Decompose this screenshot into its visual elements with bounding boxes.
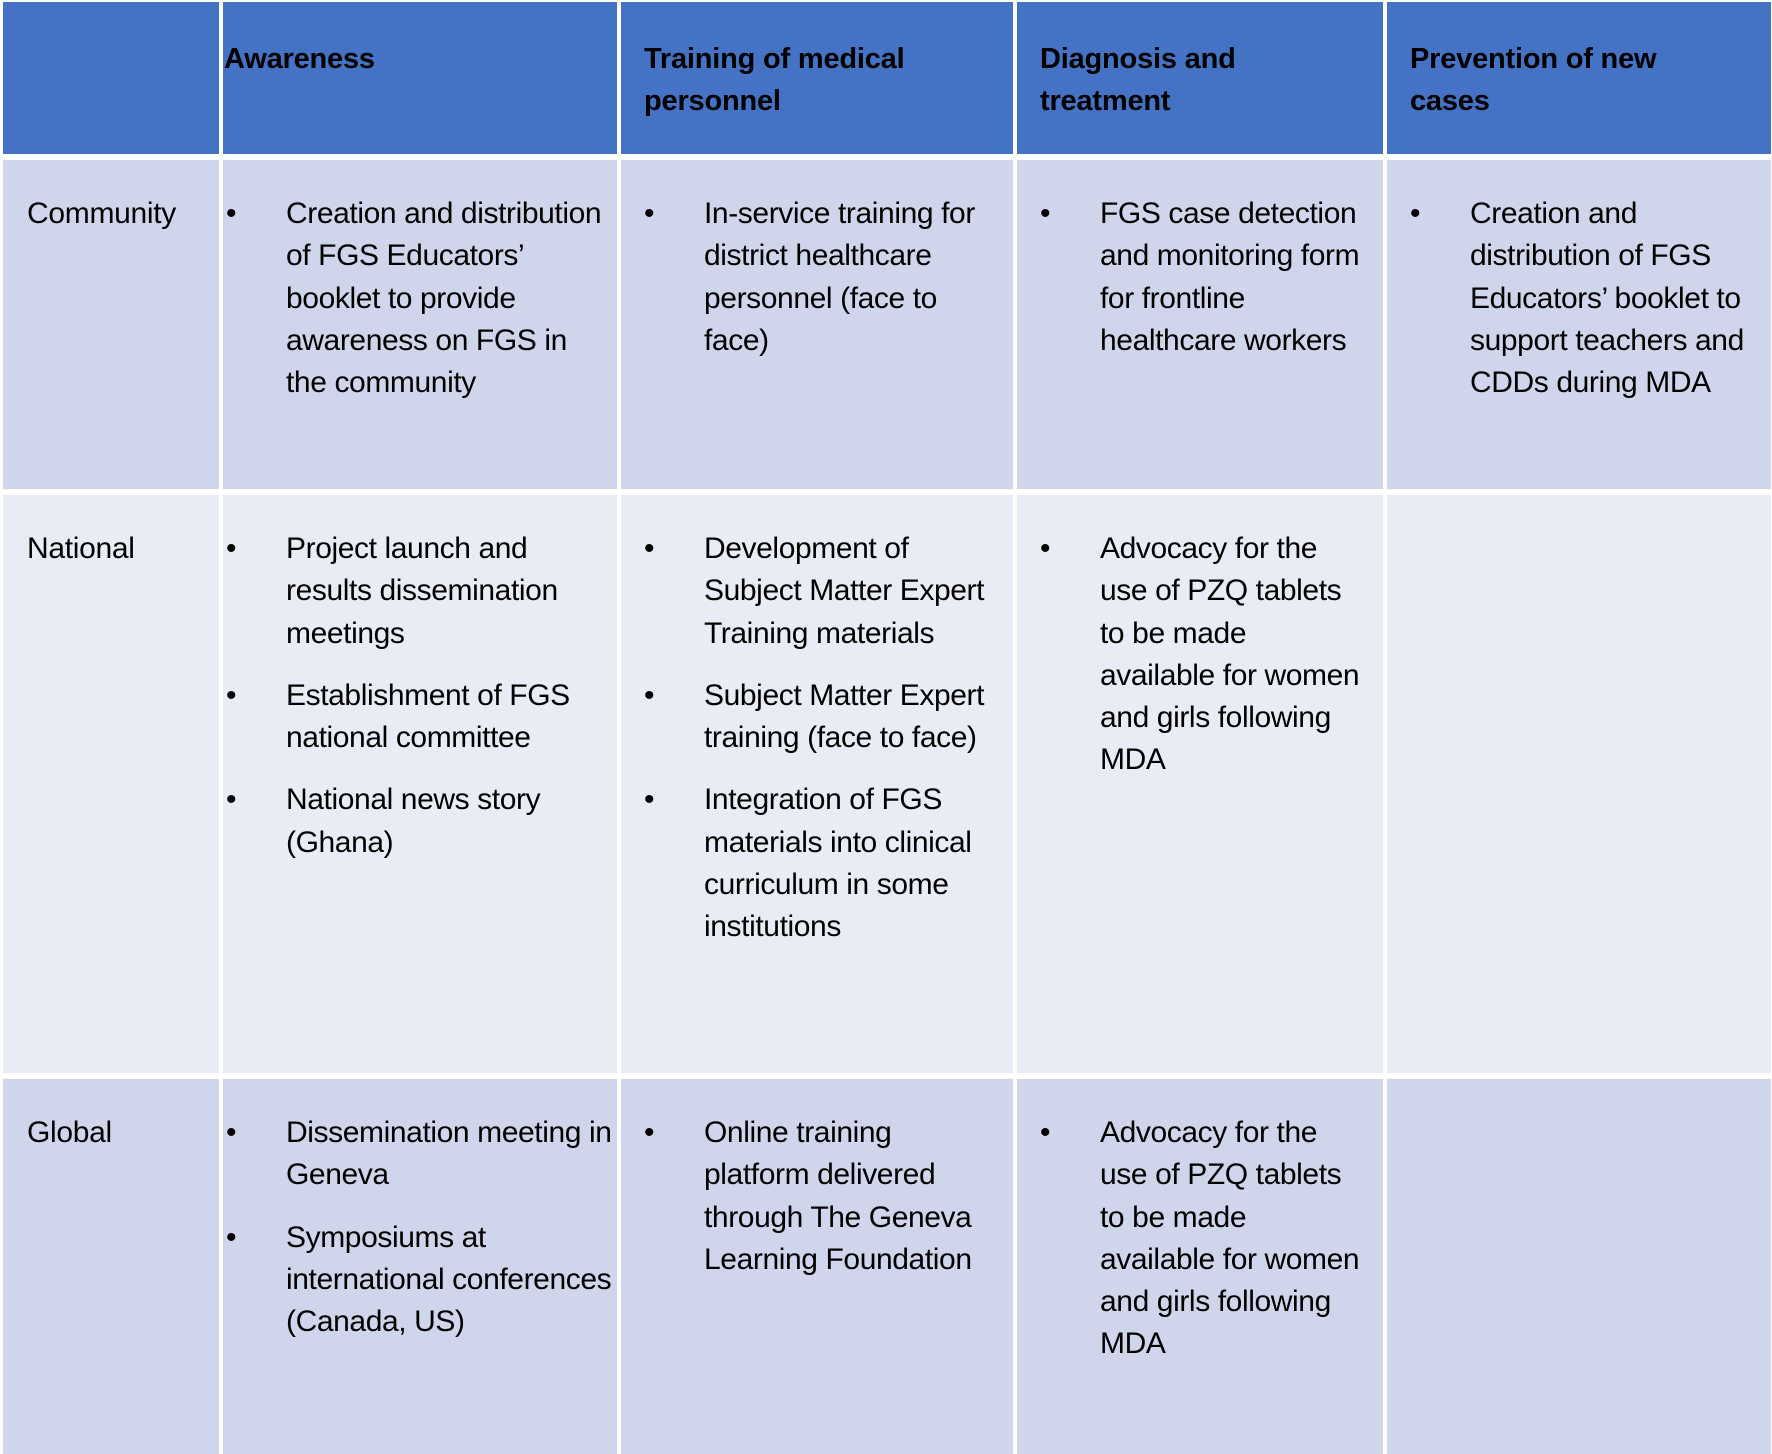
bullet-text: Creation and distribution of FGS Educators’ booklet to support teachers and CDDs during MDA — [1470, 197, 1744, 400]
bullet-text: Dissemination meeting in Geneva — [286, 1116, 612, 1192]
header-label: Training of medical personnel — [644, 43, 905, 117]
bullet-text: Integration of FGS materials into clinical curriculum in some institutions — [704, 783, 972, 944]
bullet-icon: • — [644, 532, 655, 565]
bullet-icon: • — [1040, 197, 1051, 230]
bullet-icon: • — [226, 197, 237, 230]
bullet-icon: • — [644, 1116, 655, 1149]
header-corner-cell — [3, 2, 219, 154]
bullet-item — [641, 779, 997, 948]
bullet-icon: • — [226, 1116, 237, 1149]
bullet-item — [1037, 193, 1363, 362]
bullet-icon: • — [226, 532, 237, 565]
bullet-list — [223, 160, 611, 404]
bullet-icon: • — [226, 783, 237, 817]
bullet-item — [223, 779, 597, 864]
cell-national-training — [621, 495, 1013, 1073]
cell-community-awareness — [223, 160, 617, 489]
bullet-icon: • — [644, 678, 655, 712]
row-label: Global — [27, 1116, 112, 1149]
cell-national-prevention-empty — [1387, 495, 1771, 1073]
bullet-icon: • — [1040, 1116, 1051, 1149]
row-label-community — [3, 160, 219, 489]
row-label-global — [3, 1079, 219, 1454]
bullet-icon: • — [644, 783, 655, 817]
cell-global-prevention-empty — [1387, 1079, 1771, 1454]
bullet-item — [1037, 1112, 1363, 1366]
row-label: National — [27, 532, 135, 565]
bullet-list — [223, 495, 597, 864]
bullet-list — [1037, 160, 1363, 362]
cell-community-prevention — [1387, 160, 1771, 489]
bullet-text: Creation and distribution of FGS Educators’ booklet to provide awareness on FGS in the community — [286, 197, 602, 400]
bullet-text: Subject Matter Expert training (face to face) — [704, 678, 985, 755]
bullet-text: Establishment of FGS national committee — [286, 678, 570, 755]
bullet-text: Symposiums at international conferences (Canada, US) — [286, 1220, 612, 1339]
bullet-icon: • — [226, 1220, 237, 1254]
bullet-list — [641, 160, 997, 362]
header-prevention — [1387, 2, 1771, 154]
bullet-item — [223, 1112, 613, 1197]
bullet-text: In-service training for district healthcare personnel (face to face) — [704, 197, 975, 357]
cell-national-diagnosis — [1017, 495, 1383, 1073]
header-awareness — [223, 2, 617, 154]
cell-global-training — [621, 1079, 1013, 1454]
bullet-item — [641, 193, 997, 362]
bullet-item — [641, 675, 997, 760]
bullet-item — [223, 675, 597, 760]
header-diagnosis — [1017, 2, 1383, 154]
bullet-list — [1037, 1079, 1363, 1366]
bullet-item — [223, 1217, 613, 1344]
bullet-icon: • — [1410, 197, 1421, 230]
bullet-list — [641, 495, 997, 949]
bullet-list — [1037, 495, 1363, 782]
cell-global-awareness — [223, 1079, 617, 1454]
cell-global-diagnosis — [1017, 1079, 1383, 1454]
bullet-list — [223, 1079, 613, 1343]
bullet-icon: • — [226, 678, 237, 712]
bullet-text: Online training platform delivered through The Geneva Learning Foundation — [704, 1116, 972, 1276]
bullet-icon: • — [1040, 532, 1051, 565]
row-label-national — [3, 495, 219, 1073]
bullet-list — [1407, 160, 1761, 404]
header-label: Diagnosis and treatment — [1040, 43, 1236, 117]
bullet-item — [1407, 193, 1761, 404]
bullet-list — [641, 1079, 997, 1281]
bullet-item — [1037, 528, 1363, 782]
bullet-item — [641, 528, 997, 655]
header-label: Prevention of new cases — [1410, 43, 1657, 117]
bullet-text: Development of Subject Matter Expert Training materials — [704, 532, 985, 650]
bullet-text: FGS case detection and monitoring form for frontline healthcare workers — [1100, 197, 1360, 357]
row-label: Community — [27, 197, 176, 230]
bullet-text: National news story (Ghana) — [286, 783, 541, 859]
bullet-item — [223, 528, 597, 655]
bullet-text: Advocacy for the use of PZQ tablets to be made available for women and girls following MDA — [1100, 532, 1360, 777]
header-training — [621, 2, 1013, 154]
activities-table — [3, 2, 1767, 1448]
header-label: Awareness — [224, 43, 375, 75]
bullet-item — [223, 193, 611, 404]
cell-national-awareness — [223, 495, 617, 1073]
cell-community-diagnosis — [1017, 160, 1383, 489]
bullet-text: Advocacy for the use of PZQ tablets to be made available for women and girls following MDA — [1100, 1116, 1360, 1361]
bullet-text: Project launch and results dissemination meetings — [286, 532, 558, 650]
bullet-item — [641, 1112, 997, 1281]
cell-community-training — [621, 160, 1013, 489]
bullet-icon: • — [644, 197, 655, 230]
